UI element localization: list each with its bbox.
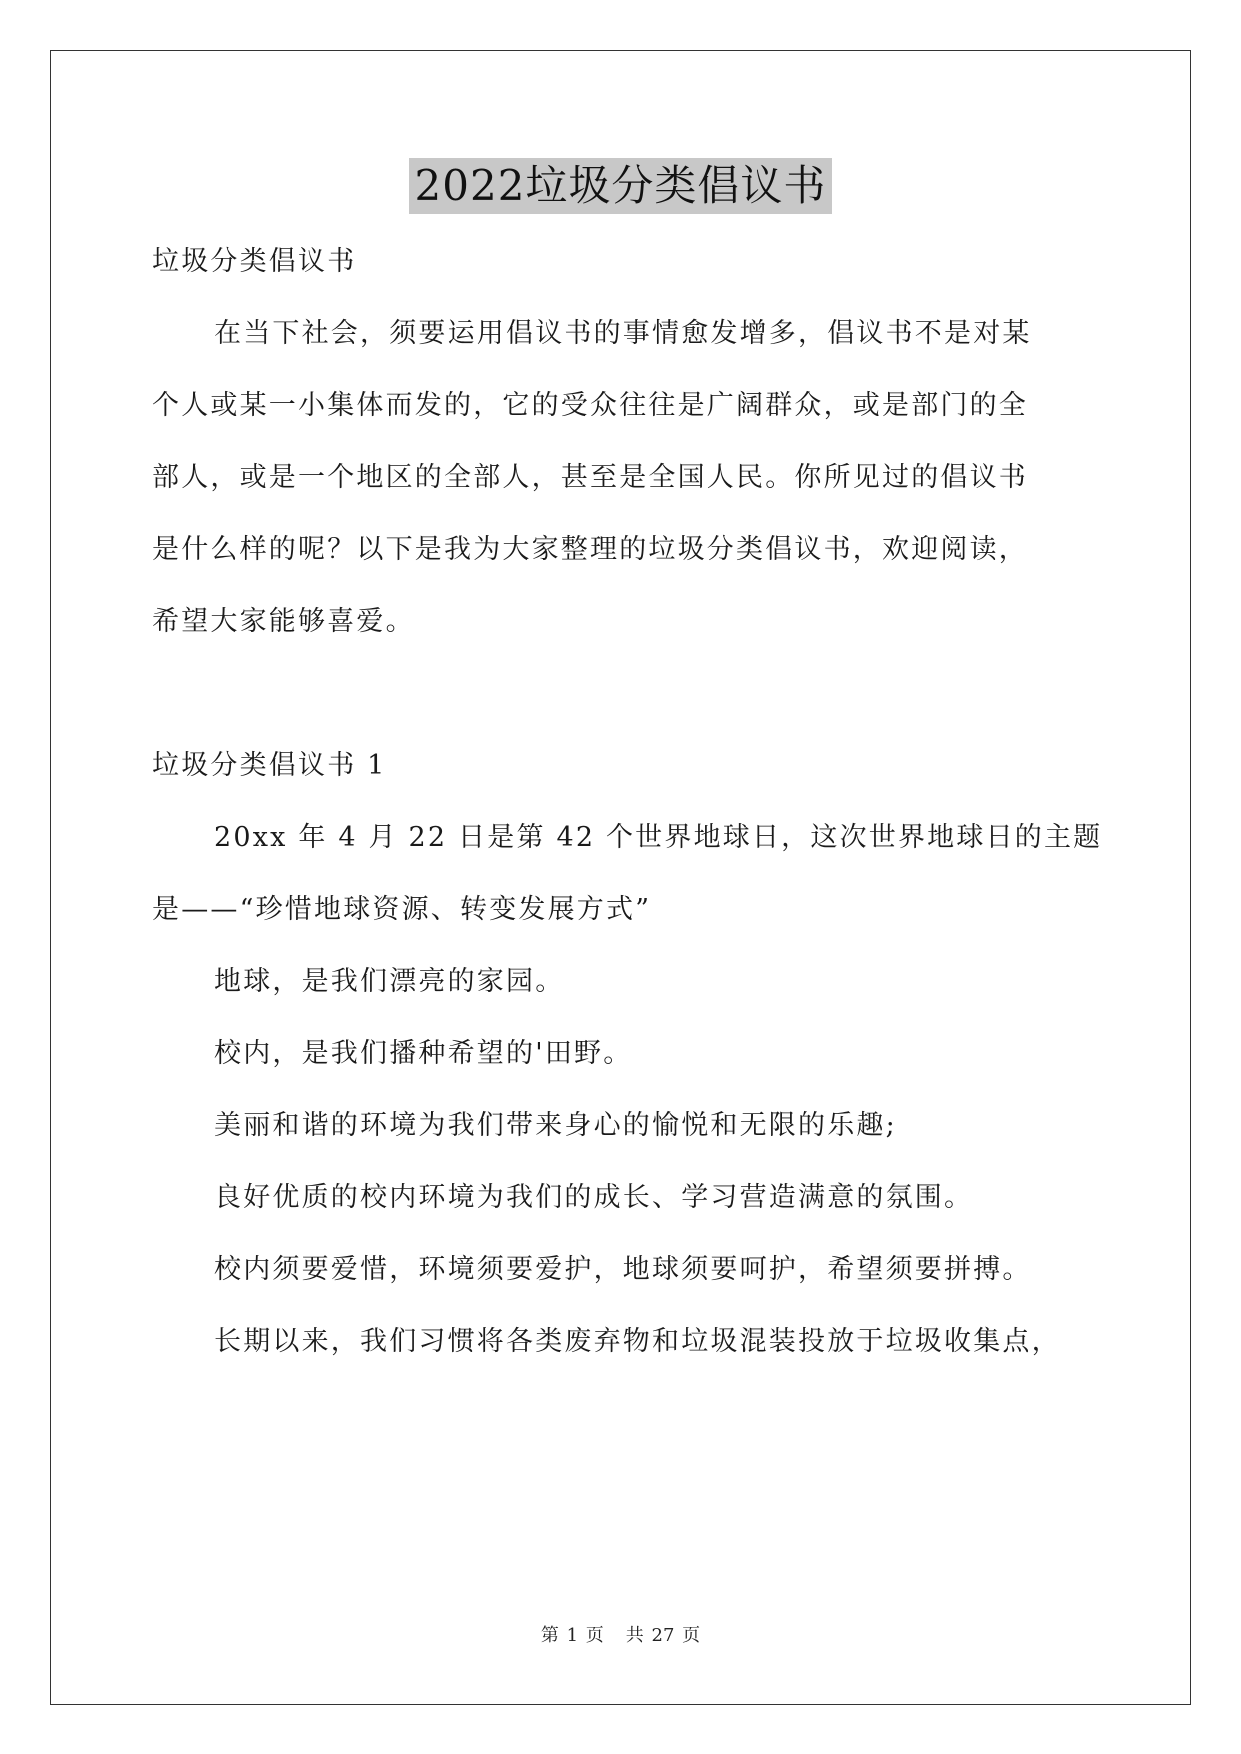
paragraph-line: 美丽和谐的环境为我们带来身心的愉悦和无限的乐趣; bbox=[214, 1110, 897, 1141]
page-number: 第 1 页 bbox=[540, 1625, 604, 1646]
page-footer bbox=[0, 1621, 1241, 1647]
paragraph-line: 长期以来，我们习惯将各类废弃物和垃圾混装投放于垃圾收集点， bbox=[214, 1326, 1061, 1357]
paragraph-line: 校内，是我们播种希望的'田野。 bbox=[214, 1038, 633, 1069]
section-heading: 垃圾分类倡议书 1 bbox=[152, 750, 387, 781]
paragraph-line: 是什么样的呢？以下是我为大家整理的垃圾分类倡议书，欢迎阅读， bbox=[152, 534, 1028, 565]
section-heading: 垃圾分类倡议书 bbox=[152, 246, 357, 277]
paragraph-line: 20xx 年 4 月 22 日是第 42 个世界地球日，这次世界地球日的主题 bbox=[214, 822, 1103, 853]
paragraph-line: 地球，是我们漂亮的家园。 bbox=[214, 966, 565, 997]
paragraph-line: 校内须要爱惜，环境须要爱护，地球须要呵护，希望须要拼搏。 bbox=[214, 1254, 1032, 1285]
paragraph-line: 部人，或是一个地区的全部人，甚至是全国人民。你所见过的倡议书 bbox=[152, 462, 1028, 493]
paragraph-line: 是——“珍惜地球资源、转变发展方式” bbox=[152, 894, 652, 925]
paragraph-line: 个人或某一小集体而发的，它的受众往往是广阔群众，或是部门的全 bbox=[152, 390, 1028, 421]
page-border bbox=[50, 50, 1191, 1705]
paragraph-line: 希望大家能够喜爱。 bbox=[152, 606, 415, 637]
document-title: 2022垃圾分类倡议书 bbox=[409, 158, 833, 214]
page-total: 共 27 页 bbox=[625, 1625, 701, 1646]
paragraph-line: 良好优质的校内环境为我们的成长、学习营造满意的氛围。 bbox=[214, 1182, 974, 1213]
paragraph-line: 在当下社会，须要运用倡议书的事情愈发增多，倡议书不是对某 bbox=[214, 318, 1032, 349]
title-container bbox=[0, 158, 1241, 214]
